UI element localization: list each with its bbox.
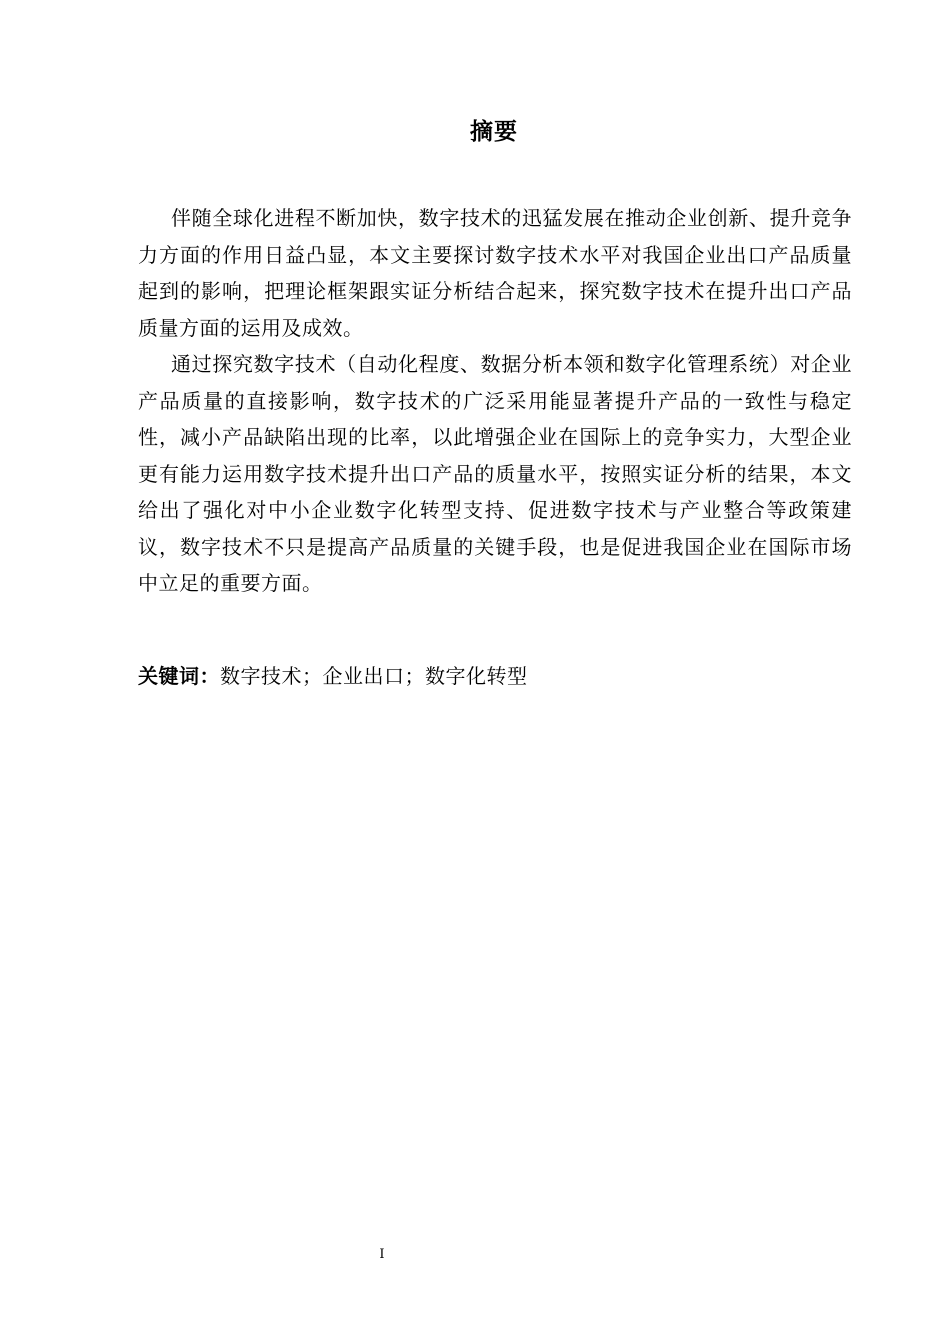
- abstract-paragraph-2: 通过探究数字技术（自动化程度、数据分析本领和数字化管理系统）对企业产品质量的直接影响，数字技术的广泛采用能显著提升产品的一致性与稳定性，减小产品缺陷出现的比率，以此增强企业在国际上的竞争实力，大型企业更有能力运用数字技术提升出口产品的质量水平，按照实证分析的结果，本文给出了强化对中小企业数字化转型支持、促进数字技术与产业整合等政策建议，数字技术不只是提高产品质量的关键手段，也是促进我国企业在国际市场中立足的重要方面。: [138, 352, 852, 595]
- page-number: I: [379, 1247, 385, 1262]
- keywords-text: 数字技术；企业出口；数字化转型: [220, 664, 528, 688]
- keywords-line: [138, 660, 528, 692]
- abstract-paragraph-1: 伴随全球化进程不断加快，数字技术的迅猛发展在推动企业创新、提升竞争力方面的作用日益凸显，本文主要探讨数字技术水平对我国企业出口产品质量起到的影响，把理论框架跟实证分析结合起来，探究数字技术在提升出口产品质量方面的运用及成效。: [138, 206, 852, 340]
- abstract-body: [138, 200, 852, 602]
- page-title: 摘要: [470, 119, 518, 145]
- keywords-label: 关键词：: [138, 664, 220, 688]
